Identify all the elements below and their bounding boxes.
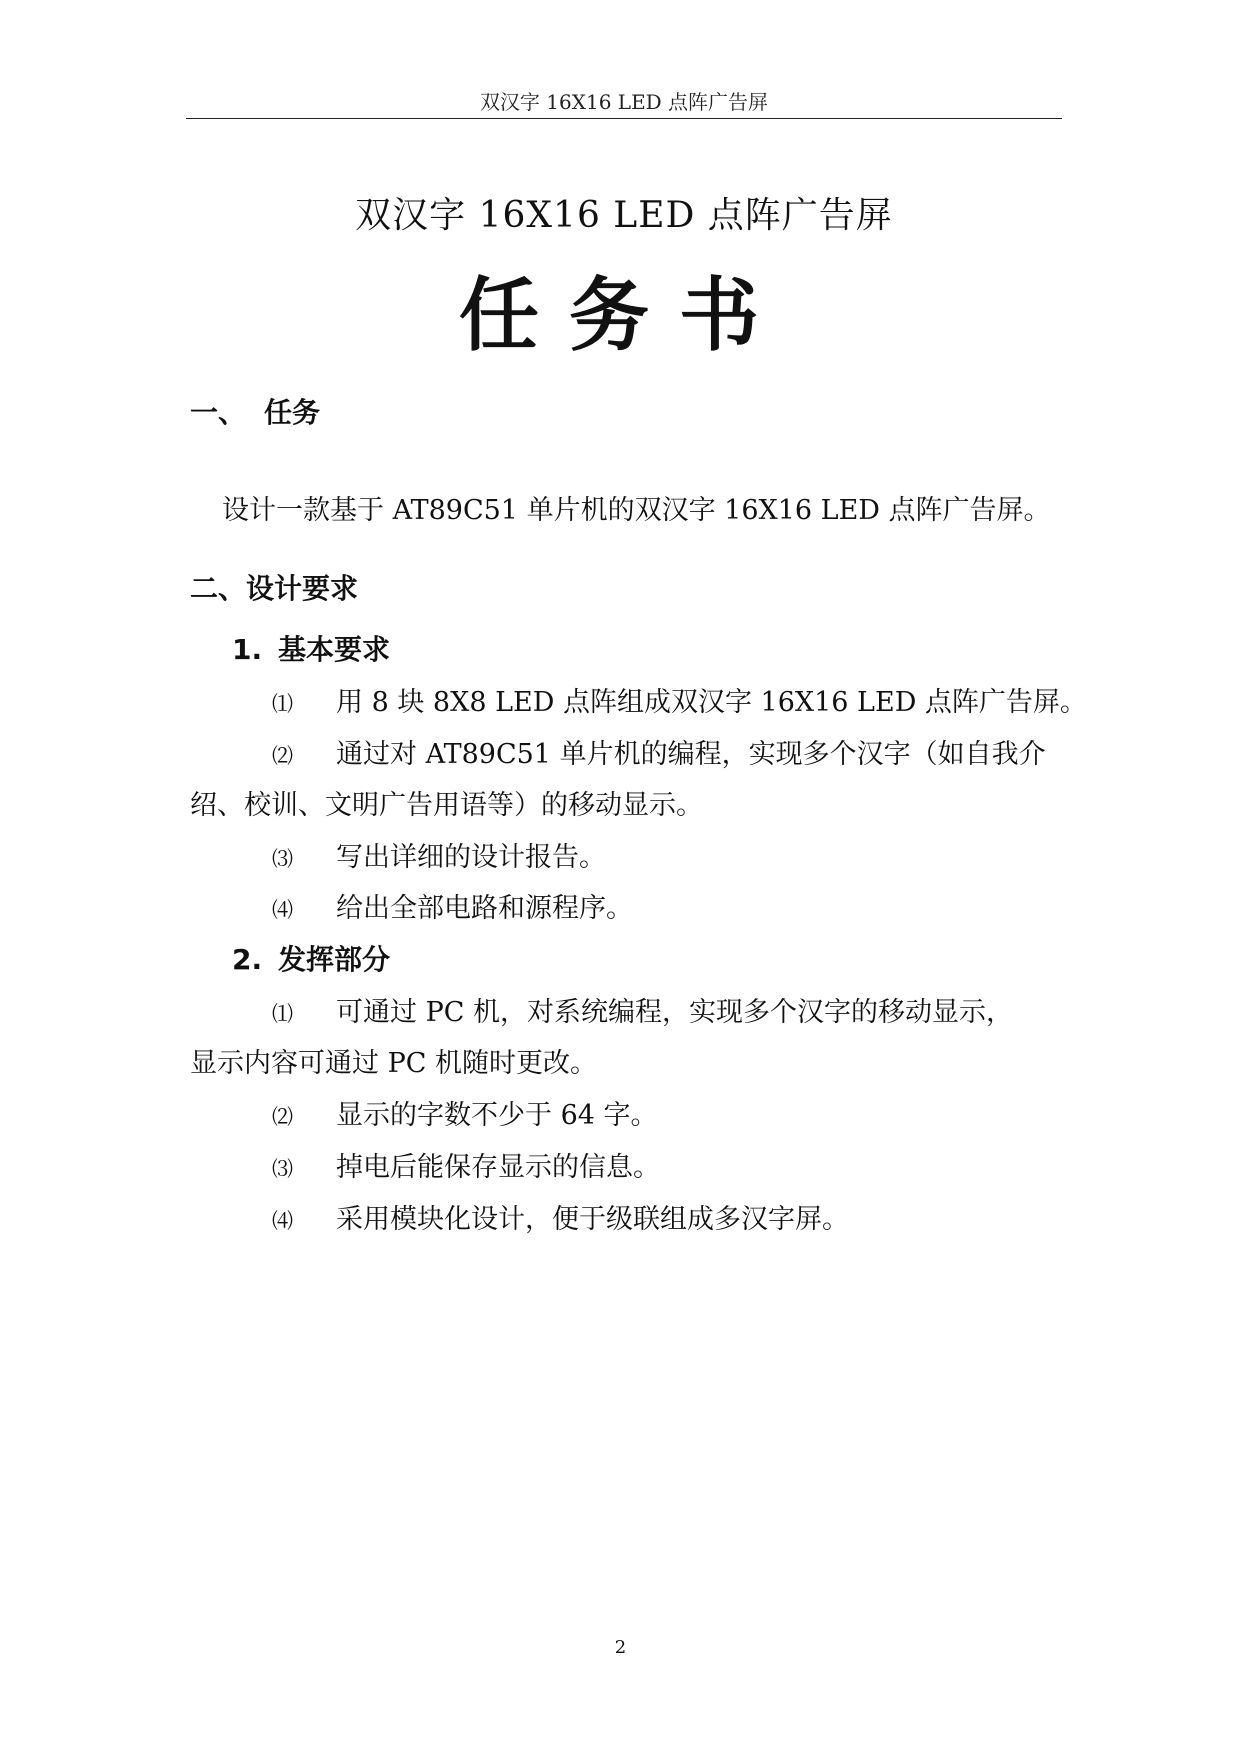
extended-item-3 (272, 1150, 660, 1187)
item-marker: ⑷ (272, 898, 293, 922)
document-main-title: 任务书 (459, 269, 789, 362)
basic-item-1 (272, 685, 1087, 722)
subsection-extended-title: 发挥部分 (278, 943, 391, 976)
item-text: 通过对 AT89C51 单片机的编程，实现多个汉字（如自我介 (336, 739, 1046, 770)
item-text: 显示的字数不少于 64 字。 (336, 1100, 658, 1131)
extended-item-4 (272, 1202, 849, 1239)
extended-item-1-continuation: 显示内容可通过 PC 机随时更改。 (190, 1048, 597, 1079)
extended-item-1 (272, 995, 1013, 1032)
item-text: 用 8 块 8X8 LED 点阵组成双汉字 16X16 LED 点阵广告屏。 (336, 687, 1087, 718)
item-marker: ⑵ (272, 1105, 293, 1129)
subsection-basic-number: 1. (232, 633, 263, 666)
header-rule (186, 118, 1062, 119)
section-1-title: 任务 (264, 396, 321, 429)
item-marker: ⑵ (272, 744, 293, 768)
extended-item-2 (272, 1098, 658, 1135)
item-marker: ⑴ (272, 1002, 293, 1026)
section-1-number: 一、 (190, 396, 247, 429)
subsection-extended-heading (232, 942, 390, 978)
item-text: 采用模块化设计，便于级联组成多汉字屏。 (336, 1204, 849, 1235)
item-text: 掉电后能保存显示的信息。 (336, 1152, 660, 1183)
basic-item-3 (272, 840, 606, 877)
item-marker: ⑴ (272, 692, 293, 716)
page-number: 2 (614, 1637, 627, 1658)
section-2-heading: 二、设计要求 (190, 572, 359, 605)
running-header: 双汉字 16X16 LED 点阵广告屏 (479, 90, 769, 114)
item-text: 给出全部电路和源程序。 (336, 893, 633, 924)
basic-item-2-continuation: 绍、校训、文明广告用语等）的移动显示。 (190, 790, 703, 821)
subsection-extended-number: 2. (232, 943, 263, 976)
item-text: 可通过 PC 机，对系统编程，实现多个汉字的移动显示， (336, 997, 1013, 1028)
item-text: 写出详细的设计报告。 (336, 842, 606, 873)
subsection-basic-heading (232, 632, 390, 668)
section-1-body: 设计一款基于 AT89C51 单片机的双汉字 16X16 LED 点阵广告屏。 (222, 495, 1051, 526)
section-1-heading (190, 395, 320, 431)
item-marker: ⑷ (272, 1209, 293, 1233)
document-title: 双汉字 16X16 LED 点阵广告屏 (355, 195, 893, 236)
subsection-basic-title: 基本要求 (278, 633, 391, 666)
item-marker: ⑶ (272, 847, 293, 871)
item-marker: ⑶ (272, 1157, 293, 1181)
basic-item-2 (272, 737, 1046, 774)
basic-item-4 (272, 891, 633, 928)
